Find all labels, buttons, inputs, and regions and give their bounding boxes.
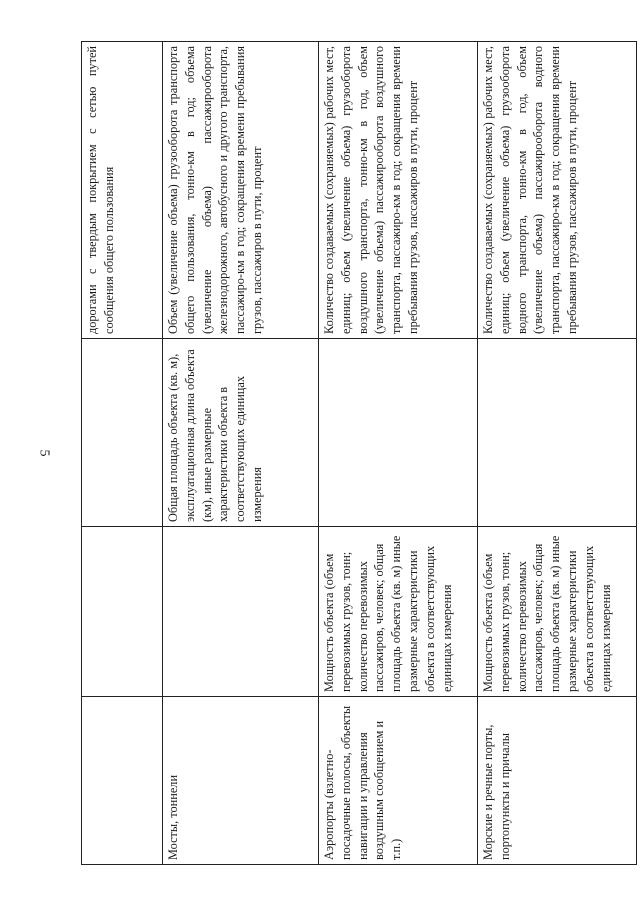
table-row bbox=[319, 42, 478, 865]
object-cell: Мосты, тоннели bbox=[163, 697, 319, 865]
indicators-cell: дорогами с твердым покрытием с сетью путей сообщения общего пользования bbox=[82, 42, 163, 339]
rotated-table-container bbox=[81, 42, 640, 865]
table-row bbox=[82, 42, 163, 865]
params-cell: Общая площадь объекта (кв. м), эксплуатационная длина объекта (км), иные размерные характеристики объекта в соответствующих единицах измерения bbox=[163, 339, 319, 527]
indicators-cell: Количество создаваемых (сохраняемых) рабочих мест, единиц; объем (увеличение объема) грузооборота воздушного транспорта, тонно-км в год, объем (увеличение объема) пассажирооборота воздушного транспорта, пассажиро-км в год; сокращения времени пребывания грузов, пассажиров в пути, процент bbox=[319, 42, 478, 339]
capacity-cell bbox=[82, 527, 163, 697]
object-cell bbox=[82, 697, 163, 865]
indicators-cell: Объем (увеличение объема) грузооборота транспорта общего пользования, тонно-км в год; объема (увеличение объема) пассажирооборота железнодорожного, автобусного и другого транспорта, пассажиро-км в год; сокращения времени пребывания грузов, пассажиров в пути, процент bbox=[163, 42, 319, 339]
capacity-cell: Мощность объекта (объем перевозимых грузов, тонн; количество перевозимых пассажиров, человек; общая площадь объекта (кв. м) иные размерные характеристики объекта в соответствующих единицах измерения bbox=[319, 527, 478, 697]
indicators-cell: Количество создаваемых (сохраняемых) рабочих мест, единиц; объем (увеличение объема) грузооборота водного транспорта, тонно-км в год, объем (увеличение объема) пассажирооборота водного транспорта, пассажиро-км в год; сокращения времени пребывания грузов, пассажиров в пути, процент bbox=[478, 42, 637, 339]
table-row bbox=[163, 42, 319, 865]
object-cell: Аэропорты (взлетно-посадочные полосы, объекты навигации и управления воздушным сообщением и т.п.) bbox=[319, 697, 478, 865]
capacity-cell: Мощность объекта (объем перевозимых грузов, тонн; количество перевозимых пассажиров, человек; общая площадь объекта (кв. м) иные размерные характеристики объекта в соответствующих единицах измерения bbox=[478, 527, 637, 697]
params-cell bbox=[319, 339, 478, 527]
capacity-cell bbox=[163, 527, 319, 697]
params-cell bbox=[82, 339, 163, 527]
investment-objects-table bbox=[81, 41, 637, 865]
object-cell: Морские и речные порты, портопункты и причалы bbox=[478, 697, 637, 865]
params-cell bbox=[478, 339, 637, 527]
table-row bbox=[478, 42, 637, 865]
page-number: 5 bbox=[36, 449, 52, 457]
